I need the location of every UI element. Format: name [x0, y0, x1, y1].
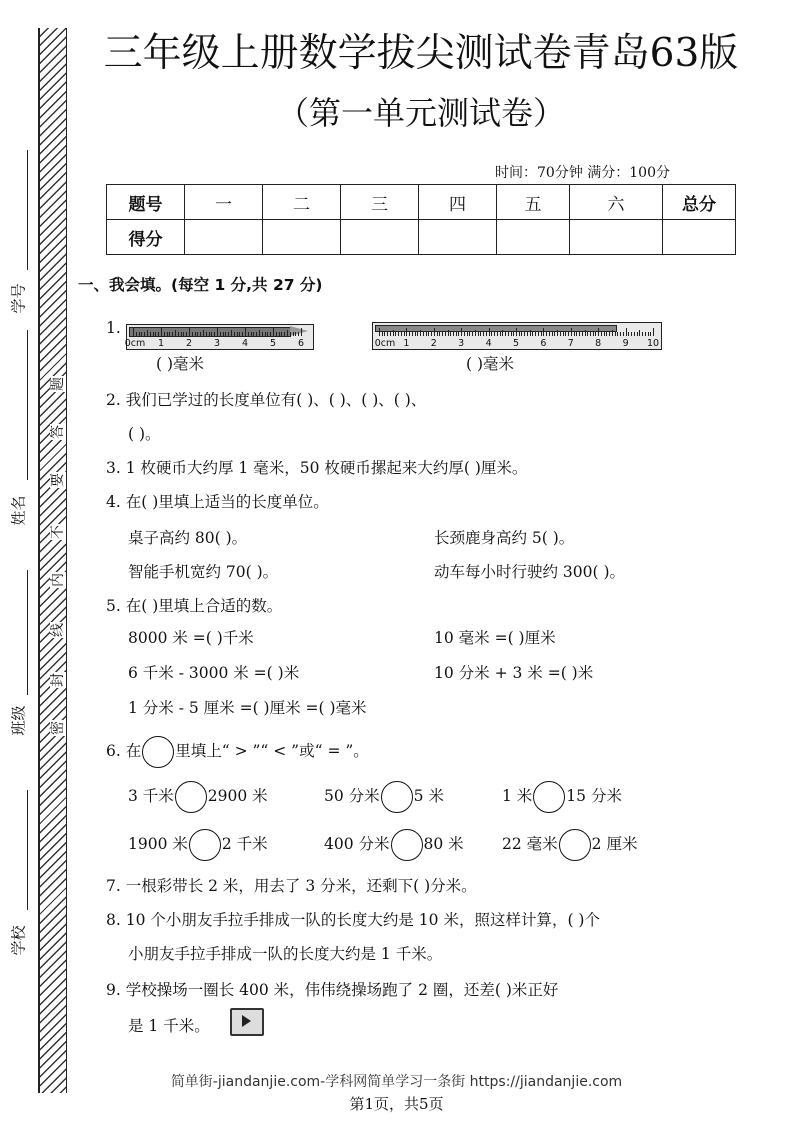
ruler-bar-icon — [375, 325, 617, 332]
binding-char: 封 — [50, 673, 66, 687]
ruler-tick — [489, 328, 490, 336]
ruler-tick — [147, 330, 148, 336]
ruler-tick — [593, 332, 594, 336]
ruler-tick — [426, 332, 427, 336]
ruler-tick — [598, 328, 599, 336]
ruler-tick — [242, 332, 243, 336]
ruler-tick — [648, 332, 649, 336]
ruler-tick — [478, 332, 479, 336]
q6-item — [128, 780, 268, 813]
question-5c[interactable]: 6 千米 - 3000 米 =( )米 — [128, 664, 300, 682]
compare-circle[interactable] — [175, 781, 207, 813]
ruler-tick — [642, 332, 643, 336]
ruler-tick — [521, 332, 522, 336]
q6-item — [502, 780, 622, 813]
ruler-tick-label: 8 — [595, 338, 602, 349]
score-header-cell: 三 — [341, 185, 419, 220]
ruler-tick-label: 5 — [512, 338, 520, 349]
question-7[interactable]: 7. 一根彩带长 2 米，用去了 3 分米，还剩下( )分米。 — [106, 877, 477, 895]
ruler-tick — [595, 332, 596, 336]
ruler-tick — [203, 330, 204, 336]
question-4a[interactable]: 桌子高约 80( )。 — [128, 529, 248, 547]
ruler-tick — [259, 330, 260, 336]
ruler-tick — [587, 332, 588, 336]
ruler-tick — [458, 332, 459, 336]
question-4d[interactable]: 动车每小时行驶约 300( )。 — [434, 563, 626, 581]
ruler-long — [372, 322, 662, 350]
ruler-tick — [390, 332, 391, 336]
score-cell[interactable] — [570, 220, 663, 255]
compare-circle[interactable] — [391, 829, 423, 861]
ruler-tick-label: 2 — [430, 338, 437, 349]
section-heading: 一、我会填。(每空 1 分,共 27 分) — [78, 276, 323, 294]
ruler-tick — [239, 332, 240, 336]
ruler-tick — [393, 330, 394, 336]
score-cell[interactable] — [497, 220, 570, 255]
ruler-tick — [535, 332, 536, 336]
q6-item — [128, 828, 268, 861]
ruler-tick — [178, 332, 179, 336]
ruler-tick — [387, 332, 388, 336]
question-2-cont[interactable]: ( )。 — [128, 425, 161, 443]
ruler-tick-label: 9 — [622, 338, 629, 349]
ruler-tick — [453, 332, 454, 336]
ruler-tick — [554, 332, 555, 336]
ruler-tick — [248, 332, 249, 336]
q6-right: 15 分米 — [566, 787, 622, 805]
ruler-tick — [527, 332, 528, 336]
ruler-tick — [552, 332, 553, 336]
ruler-tick — [615, 332, 616, 336]
ruler-unit-label: 0cm — [124, 338, 146, 349]
ruler-tick — [543, 328, 544, 336]
ruler-tick — [273, 328, 274, 336]
ruler-tick — [183, 332, 184, 336]
score-cell[interactable] — [185, 220, 263, 255]
ruler-tick — [626, 328, 627, 336]
student-name-line[interactable] — [27, 330, 28, 480]
compare-circle[interactable] — [559, 829, 591, 861]
score-cell[interactable] — [341, 220, 419, 255]
score-header-cell: 五 — [497, 185, 570, 220]
ruler-tick — [513, 332, 514, 336]
ruler-tick — [601, 332, 602, 336]
ruler-tick — [284, 332, 285, 336]
q6-prefix: 6. 在 — [106, 742, 142, 760]
ruler-tick — [445, 332, 446, 336]
ruler-tick — [265, 332, 266, 336]
page-subtitle: （第一单元测试卷） — [276, 94, 565, 132]
compare-circle-icon — [142, 736, 174, 768]
ruler-tick — [164, 332, 165, 336]
ruler-tick-label: 3 — [213, 338, 221, 349]
ruler-tick — [461, 328, 462, 336]
student-school-label: 学校 — [9, 925, 28, 956]
ruler-tick — [404, 332, 405, 336]
q6-left: 400 分米 — [324, 835, 390, 853]
ruler-tick — [245, 328, 246, 336]
ruler-tick — [133, 328, 134, 336]
ruler-tick — [606, 332, 607, 336]
ruler-tick — [456, 332, 457, 336]
ruler-tick — [293, 332, 294, 336]
ruler-tick — [395, 332, 396, 336]
question-8-cont: 小朋友手拉手排成一队的长度大约是 1 千米。 — [128, 945, 443, 963]
ruler-tick — [155, 332, 156, 336]
ruler-tick — [153, 332, 154, 336]
q6-left: 22 毫米 — [502, 835, 558, 853]
question-number: 1. — [106, 319, 121, 337]
question-9[interactable]: 9. 学校操场一圈长 400 米，伟伟绕操场跑了 2 圈，还差( )米正好 — [106, 981, 559, 999]
question-5a[interactable]: 8000 米 =( )千米 — [128, 629, 254, 647]
binding-char: 题 — [50, 377, 66, 391]
ruler-tick — [623, 332, 624, 336]
ruler-tick — [505, 332, 506, 336]
score-table — [106, 184, 736, 255]
ruler-tick — [253, 332, 254, 336]
ruler-tick — [267, 332, 268, 336]
ruler-tick — [500, 332, 501, 336]
ruler-tick — [251, 332, 252, 336]
ruler-tick — [574, 332, 575, 336]
score-header-cell: 题号 — [107, 185, 185, 220]
ruler-tick — [519, 332, 520, 336]
binding-char: 线 — [50, 623, 66, 637]
q6-right: 2900 米 — [207, 787, 268, 805]
question-5e[interactable]: 1 分米 - 5 厘米 =( )厘米 =( )毫米 — [128, 699, 367, 717]
ruler-tick — [645, 332, 646, 336]
score-header-cell: 总分 — [663, 185, 736, 220]
ruler-tick — [579, 332, 580, 336]
ruler-tick — [214, 332, 215, 336]
question-5b[interactable]: 10 毫米 =( )厘米 — [434, 629, 556, 647]
ruler-tick — [234, 332, 235, 336]
ruler-tick — [582, 332, 583, 336]
ruler-tick — [469, 332, 470, 336]
ruler-tick — [563, 332, 564, 336]
ruler-tick-label: 6 — [540, 338, 547, 349]
score-cell[interactable] — [419, 220, 497, 255]
ruler-tick — [279, 332, 280, 336]
q6-left: 3 千米 — [128, 787, 174, 805]
ruler-tick — [472, 332, 473, 336]
ruler-tick — [382, 332, 383, 336]
ruler-tick — [290, 332, 291, 336]
score-header-cell: 二 — [263, 185, 341, 220]
ruler-tick — [384, 332, 385, 336]
ruler-unit-label: 0cm — [374, 338, 396, 349]
ruler-tick — [480, 332, 481, 336]
student-class-line[interactable] — [27, 570, 28, 695]
score-table-header-row — [107, 185, 736, 220]
ruler-tick — [428, 332, 429, 336]
question-4b[interactable]: 长颈鹿身高约 5( )。 — [434, 529, 575, 547]
ruler-tick — [571, 328, 572, 336]
ruler-tick — [167, 332, 168, 336]
question-2[interactable]: 2. 我们已学过的长度单位有( )、( )、( )、( )、 — [106, 391, 427, 409]
ruler-tick — [209, 332, 210, 336]
student-name-label: 姓名 — [9, 495, 28, 526]
ruler-tick — [483, 332, 484, 336]
question-5d[interactable]: 10 分米 + 3 米 =( )米 — [434, 664, 594, 682]
footer-site[interactable]: 简单街-jiandanjie.com-学科网简单学习一条街 https://jiandanjie.com — [170, 1074, 623, 1090]
question-3[interactable]: 3. 1 枚硬币大约厚 1 毫米，50 枚硬币摞起来大约厚( )厘米。 — [106, 459, 528, 477]
ruler-tick — [502, 330, 503, 336]
ruler-tick — [270, 332, 271, 336]
ruler-tick — [287, 330, 288, 336]
q6-item — [502, 828, 637, 861]
ruler-tick — [464, 332, 465, 336]
ruler-tick-label: 10 — [646, 338, 660, 349]
ruler-tick — [532, 332, 533, 336]
ruler-tick — [650, 332, 651, 336]
score-cell[interactable] — [663, 220, 736, 255]
question-6 — [106, 736, 369, 768]
binding-char: 不 — [50, 525, 66, 539]
binding-char: 答 — [50, 425, 66, 439]
question-4: 4. 在( )里填上适当的长度单位。 — [106, 493, 329, 511]
q1-blank-2[interactable]: ( )毫米 — [466, 355, 515, 373]
binding-line-inner — [66, 28, 67, 1093]
ruler-tick — [565, 332, 566, 336]
compare-circle[interactable] — [381, 781, 413, 813]
ruler-tick — [225, 332, 226, 336]
q1-blank-1[interactable]: ( )毫米 — [156, 355, 205, 373]
score-cell[interactable] — [263, 220, 341, 255]
binding-hatch — [40, 28, 66, 1093]
compare-circle[interactable] — [533, 781, 565, 813]
ruler-tick — [298, 332, 299, 336]
ruler-tick-label: 4 — [485, 338, 492, 349]
ruler-tick — [136, 332, 137, 336]
ruler-tick — [415, 332, 416, 336]
ruler-tick — [262, 332, 263, 336]
ruler-tick — [161, 328, 162, 336]
score-header-cell: 四 — [419, 185, 497, 220]
q6-suffix: 里填上“ > ”“ < ”或“ = ”。 — [175, 742, 369, 760]
ruler-tick — [423, 332, 424, 336]
score-header-cell: 一 — [185, 185, 263, 220]
ruler-tick — [448, 330, 449, 336]
ruler-tick — [497, 332, 498, 336]
ruler-tick — [211, 332, 212, 336]
ruler-tick — [628, 332, 629, 336]
ruler-tick — [546, 332, 547, 336]
ruler-tick-label: 4 — [241, 338, 249, 349]
ruler-tick — [412, 332, 413, 336]
ruler-tick — [197, 332, 198, 336]
ruler-tick — [406, 328, 407, 336]
ruler-tick — [631, 332, 632, 336]
ruler-tick — [576, 332, 577, 336]
ruler-tick — [237, 332, 238, 336]
ruler-tick — [604, 332, 605, 336]
ruler-tick — [585, 330, 586, 336]
ruler-tick — [431, 332, 432, 336]
ruler-tick — [617, 332, 618, 336]
ruler-tick — [141, 332, 142, 336]
ruler-tick — [568, 332, 569, 336]
student-id-line[interactable] — [27, 150, 28, 270]
score-table-score-row — [107, 220, 736, 255]
ruler-tick — [612, 330, 613, 336]
ruler-tick — [172, 332, 173, 336]
q6-item — [324, 828, 464, 861]
ruler-tick-label: 1 — [403, 338, 410, 349]
ruler-tick — [653, 328, 654, 336]
ruler-short — [126, 324, 314, 350]
q6-item — [324, 780, 444, 813]
ruler-tick — [486, 332, 487, 336]
ruler-tick — [192, 332, 193, 336]
score-header-cell: 六 — [570, 185, 663, 220]
ruler-tick — [467, 332, 468, 336]
ruler-tick — [620, 332, 621, 336]
ruler-tick — [295, 332, 296, 336]
ruler-tick — [181, 332, 182, 336]
ruler-tick — [549, 332, 550, 336]
student-school-line[interactable] — [27, 790, 28, 910]
ruler-tick — [158, 332, 159, 336]
ruler-tick — [524, 332, 525, 336]
page-number: 第1页，共5页 — [349, 1095, 444, 1113]
ruler-tick — [439, 332, 440, 336]
ruler-tick — [139, 332, 140, 336]
ruler-tick — [634, 332, 635, 336]
ruler-tick — [541, 332, 542, 336]
ruler-tick — [417, 332, 418, 336]
question-8[interactable]: 8. 10 个小朋友手拉手排成一队的长度大约是 10 米，照这样计算，( )个 — [106, 911, 600, 929]
time-info: 时间：70分钟 满分：100分 — [495, 165, 670, 181]
ruler-tick — [475, 330, 476, 336]
ruler-tick-label: 7 — [567, 338, 574, 349]
ruler-tick — [401, 332, 402, 336]
question-9-cont: 是 1 千米。 — [128, 1017, 210, 1035]
ruler-tick — [511, 332, 512, 336]
ruler-tick — [398, 332, 399, 336]
ruler-tick — [206, 332, 207, 336]
page-title: 三年级上册数学拔尖测试卷青岛63版 — [103, 31, 739, 76]
ruler-tick — [169, 332, 170, 336]
q6-right: 80 米 — [423, 835, 464, 853]
q6-right: 2 千米 — [221, 835, 268, 853]
binding-line — [38, 28, 40, 1093]
q6-left: 1900 米 — [128, 835, 188, 853]
ruler-tick — [186, 332, 187, 336]
ruler-tick — [231, 330, 232, 336]
ruler-tick — [530, 330, 531, 336]
ruler-tick — [590, 332, 591, 336]
ruler-tick — [609, 332, 610, 336]
binding-char: 密 — [50, 721, 66, 735]
ruler-tick — [175, 330, 176, 336]
ruler-tick — [557, 330, 558, 336]
score-row-label: 得分 — [107, 220, 185, 255]
ruler-tick — [281, 332, 282, 336]
ruler-tick-label: 3 — [458, 338, 465, 349]
question-5: 5. 在( )里填上合适的数。 — [106, 597, 283, 615]
ruler-tick — [409, 332, 410, 336]
ruler-tick — [442, 332, 443, 336]
ruler-tick — [420, 330, 421, 336]
student-class-label: 班级 — [9, 705, 28, 736]
q6-left: 50 分米 — [324, 787, 380, 805]
ruler-tick — [228, 332, 229, 336]
q6-right: 2 厘米 — [591, 835, 638, 853]
ruler-tick — [276, 332, 277, 336]
ruler-tick — [223, 332, 224, 336]
ruler-tick — [437, 332, 438, 336]
binding-char: 内 — [50, 573, 66, 587]
ruler-tick-label: 1 — [157, 338, 165, 349]
ruler-tick-label: 6 — [297, 338, 305, 349]
ruler-tick — [434, 328, 435, 336]
ruler-tick — [450, 332, 451, 336]
ruler-tick — [538, 332, 539, 336]
q6-left: 1 米 — [502, 787, 533, 805]
ruler-tick — [189, 328, 190, 336]
ruler-tick — [494, 332, 495, 336]
ruler-tick — [144, 332, 145, 336]
ruler-tick — [256, 332, 257, 336]
ruler-tick — [508, 332, 509, 336]
ruler-tick-label: 5 — [269, 338, 277, 349]
question-4c[interactable]: 智能手机宽约 70( )。 — [128, 563, 279, 581]
video-play-icon[interactable] — [230, 1008, 264, 1036]
ruler-tick-label: 2 — [185, 338, 193, 349]
ruler-tick — [637, 332, 638, 336]
q6-right: 5 米 — [413, 787, 444, 805]
ruler-tick — [220, 332, 221, 336]
ruler-tick — [195, 332, 196, 336]
ruler-tick — [516, 328, 517, 336]
ruler-tick — [491, 332, 492, 336]
ruler-tick — [301, 328, 302, 336]
ruler-tick — [560, 332, 561, 336]
ruler-tick — [200, 332, 201, 336]
ruler-tick — [379, 328, 380, 336]
student-id-label: 学号 — [9, 283, 28, 314]
ruler-tick — [639, 330, 640, 336]
binding-char: 要 — [50, 473, 66, 487]
ruler-tick — [217, 328, 218, 336]
compare-circle[interactable] — [189, 829, 221, 861]
ruler-tick — [150, 332, 151, 336]
